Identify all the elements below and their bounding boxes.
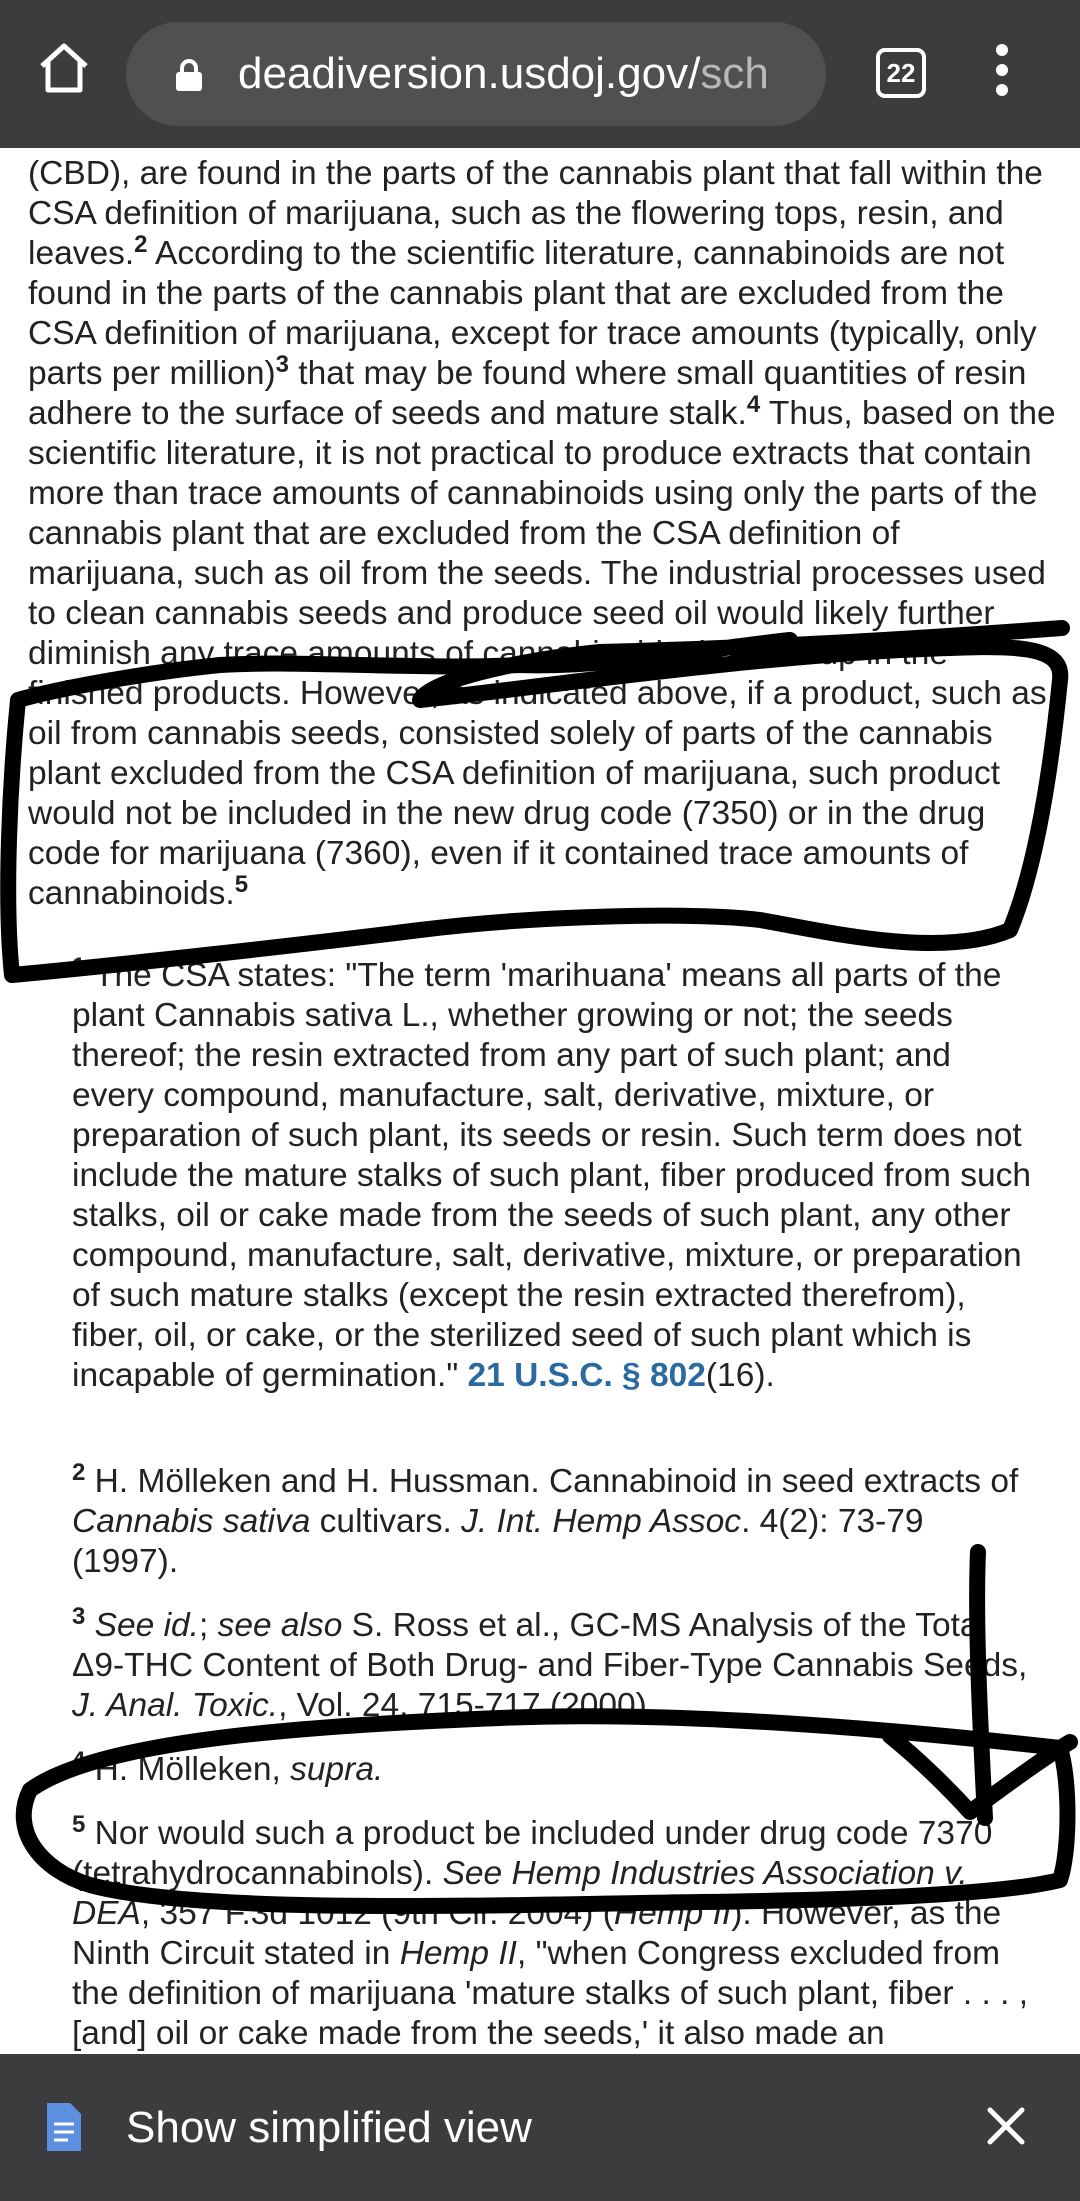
para-text-4: Thus, based on the scientific literature, it is not practical to produce extracts that contain more than trace amounts of cannabinoids using only the parts of the cannabis plant that are excluded from the CSA definition of marijuana, such as oil from the seeds. The industrial processes used to clean cannabis seeds and produce seed oil would likely further diminish any trace amounts of cannabinoids that end up in the finished products. However, as indicated above, if a product, such as oil from cannabis seeds, consisted solely of parts of the cannabis plant excluded from the CSA definition of marijuana, such product would not be included in the new drug code (7350) or in the drug code for marijuana (7360), even if it contained trace amounts of cannabinoids. — [28, 395, 1056, 912]
tab-count: 22 — [886, 58, 916, 88]
footnote-italic: See id. — [85, 1607, 199, 1644]
footnote-5 — [72, 1810, 1032, 2054]
footnote-text: S. Ross et al., GC-MS Analysis of the Total Δ9-THC Content of Both Drug- and Fiber-Type Cannabis Seeds, — [72, 1607, 1028, 1684]
footnote-number: 5 — [72, 1810, 86, 1838]
lock-icon — [174, 58, 204, 92]
footnote-2 — [72, 1458, 1032, 1582]
footnote-text: , "when Congress excluded from the definition of marijuana 'mature stalks of such plant, fiber . . . , [and] oil or cake made from the seeds,' it also made an — [72, 1935, 1029, 2052]
footnote-text: , 357 F.3d 1012 (9th Cir. 2004) ( — [140, 1895, 614, 1932]
home-icon[interactable] — [36, 40, 92, 96]
footnote-italic: J. Int. Hemp Assoc — [461, 1503, 742, 1540]
document-icon — [44, 2100, 84, 2154]
close-icon[interactable] — [986, 2106, 1026, 2146]
tabs-icon[interactable] — [876, 48, 926, 98]
footnote-ref-3[interactable]: 3 — [275, 350, 289, 378]
url-path-faded: sch — [700, 49, 769, 98]
footnote-italic: see also — [217, 1607, 343, 1644]
para-text-2: According to the scientific literature, cannabinoids are not found in the parts of the cannabis plant that are excluded from the CSA definition of marijuana, except for trace amounts (typically, only parts per million) — [28, 235, 1037, 392]
footnote-text: Nor would such a product be included under drug code 7370 (tetrahydrocannabinols). — [72, 1815, 993, 1892]
show-simplified-view-label[interactable]: Show simplified view — [126, 2103, 532, 2152]
more-vert-icon[interactable] — [990, 44, 1014, 104]
footnote-text: cultivars. — [310, 1503, 462, 1540]
footnote-number: 4 — [72, 1746, 86, 1774]
footnote-italic: Hemp II — [399, 1935, 517, 1972]
simplified-view-bar[interactable] — [0, 2054, 1080, 2201]
browser-toolbar — [0, 0, 1080, 148]
footnote-italic: J. Anal. Toxic. — [72, 1687, 279, 1724]
url-domain: deadiversion.usdoj.gov/ — [238, 49, 701, 98]
body-paragraph — [0, 154, 1080, 914]
footnote-text: ). However, as the Ninth Circuit stated in — [72, 1895, 1002, 1972]
footnote-text: H. Mölleken, — [85, 1751, 291, 1788]
footnote-italic: Cannabis sativa — [72, 1503, 311, 1540]
footnote-ref-5[interactable]: 5 — [234, 870, 249, 898]
footnote-number: 3 — [72, 1602, 86, 1630]
footnote-text: The CSA states: "The term 'marihuana' means all parts of the plant Cannabis sativa L., whether growing or not; the seeds thereof; the resin extracted from any part of such plant; and every compound, manufacture, salt, derivative, mixture, or preparation of such plant, its seeds or resin. Such term does not include the mature stalks of such plant, fiber produced from such stalks, oil or cake made from the seeds of such plant, any other compound, manufacture, salt, derivative, mixture, or preparation of such mature stalks (except the resin extracted therefrom), fiber, oil, or cake, or the sterilized seed of such plant which is incapable of germination." — [72, 957, 1031, 1394]
url-text — [238, 48, 769, 100]
footnote-text: H. Mölleken and H. Hussman. Cannabinoid in seed extracts of — [85, 1463, 1019, 1500]
usc-link[interactable]: 21 U.S.C. § 802 — [467, 1357, 706, 1394]
footnote-italic: supra. — [290, 1751, 384, 1788]
footnote-text: (16). — [705, 1357, 775, 1394]
footnote-text: , Vol. 24, 715-717 (2000). — [278, 1687, 657, 1724]
para-text-1: (CBD), are found in the parts of the cannabis plant that fall within the CSA definition of marijuana, such as the flowering tops, resin, and leaves. — [28, 155, 1043, 272]
footnote-italic: Hemp II — [613, 1895, 732, 1932]
address-bar[interactable] — [126, 22, 826, 126]
footnote-4 — [72, 1746, 1032, 1790]
para-text-3: that may be found where small quantities of resin adhere to the surface of seeds and mature stalk. — [28, 355, 1027, 432]
footnote-ref-2[interactable]: 2 — [134, 230, 148, 258]
footnote-1 — [72, 952, 1032, 1396]
footnote-3 — [72, 1602, 1032, 1726]
footnote-text: ; — [198, 1607, 218, 1644]
footnote-italic: See Hemp Industries Association v. DEA — [72, 1855, 968, 1932]
footnote-text: . 4(2): 73-79 (1997). — [72, 1503, 924, 1580]
footnote-number: 1 — [72, 952, 86, 980]
footnote-number: 2 — [72, 1458, 86, 1486]
page-content — [0, 148, 1080, 2054]
footnote-ref-4[interactable]: 4 — [746, 390, 761, 418]
